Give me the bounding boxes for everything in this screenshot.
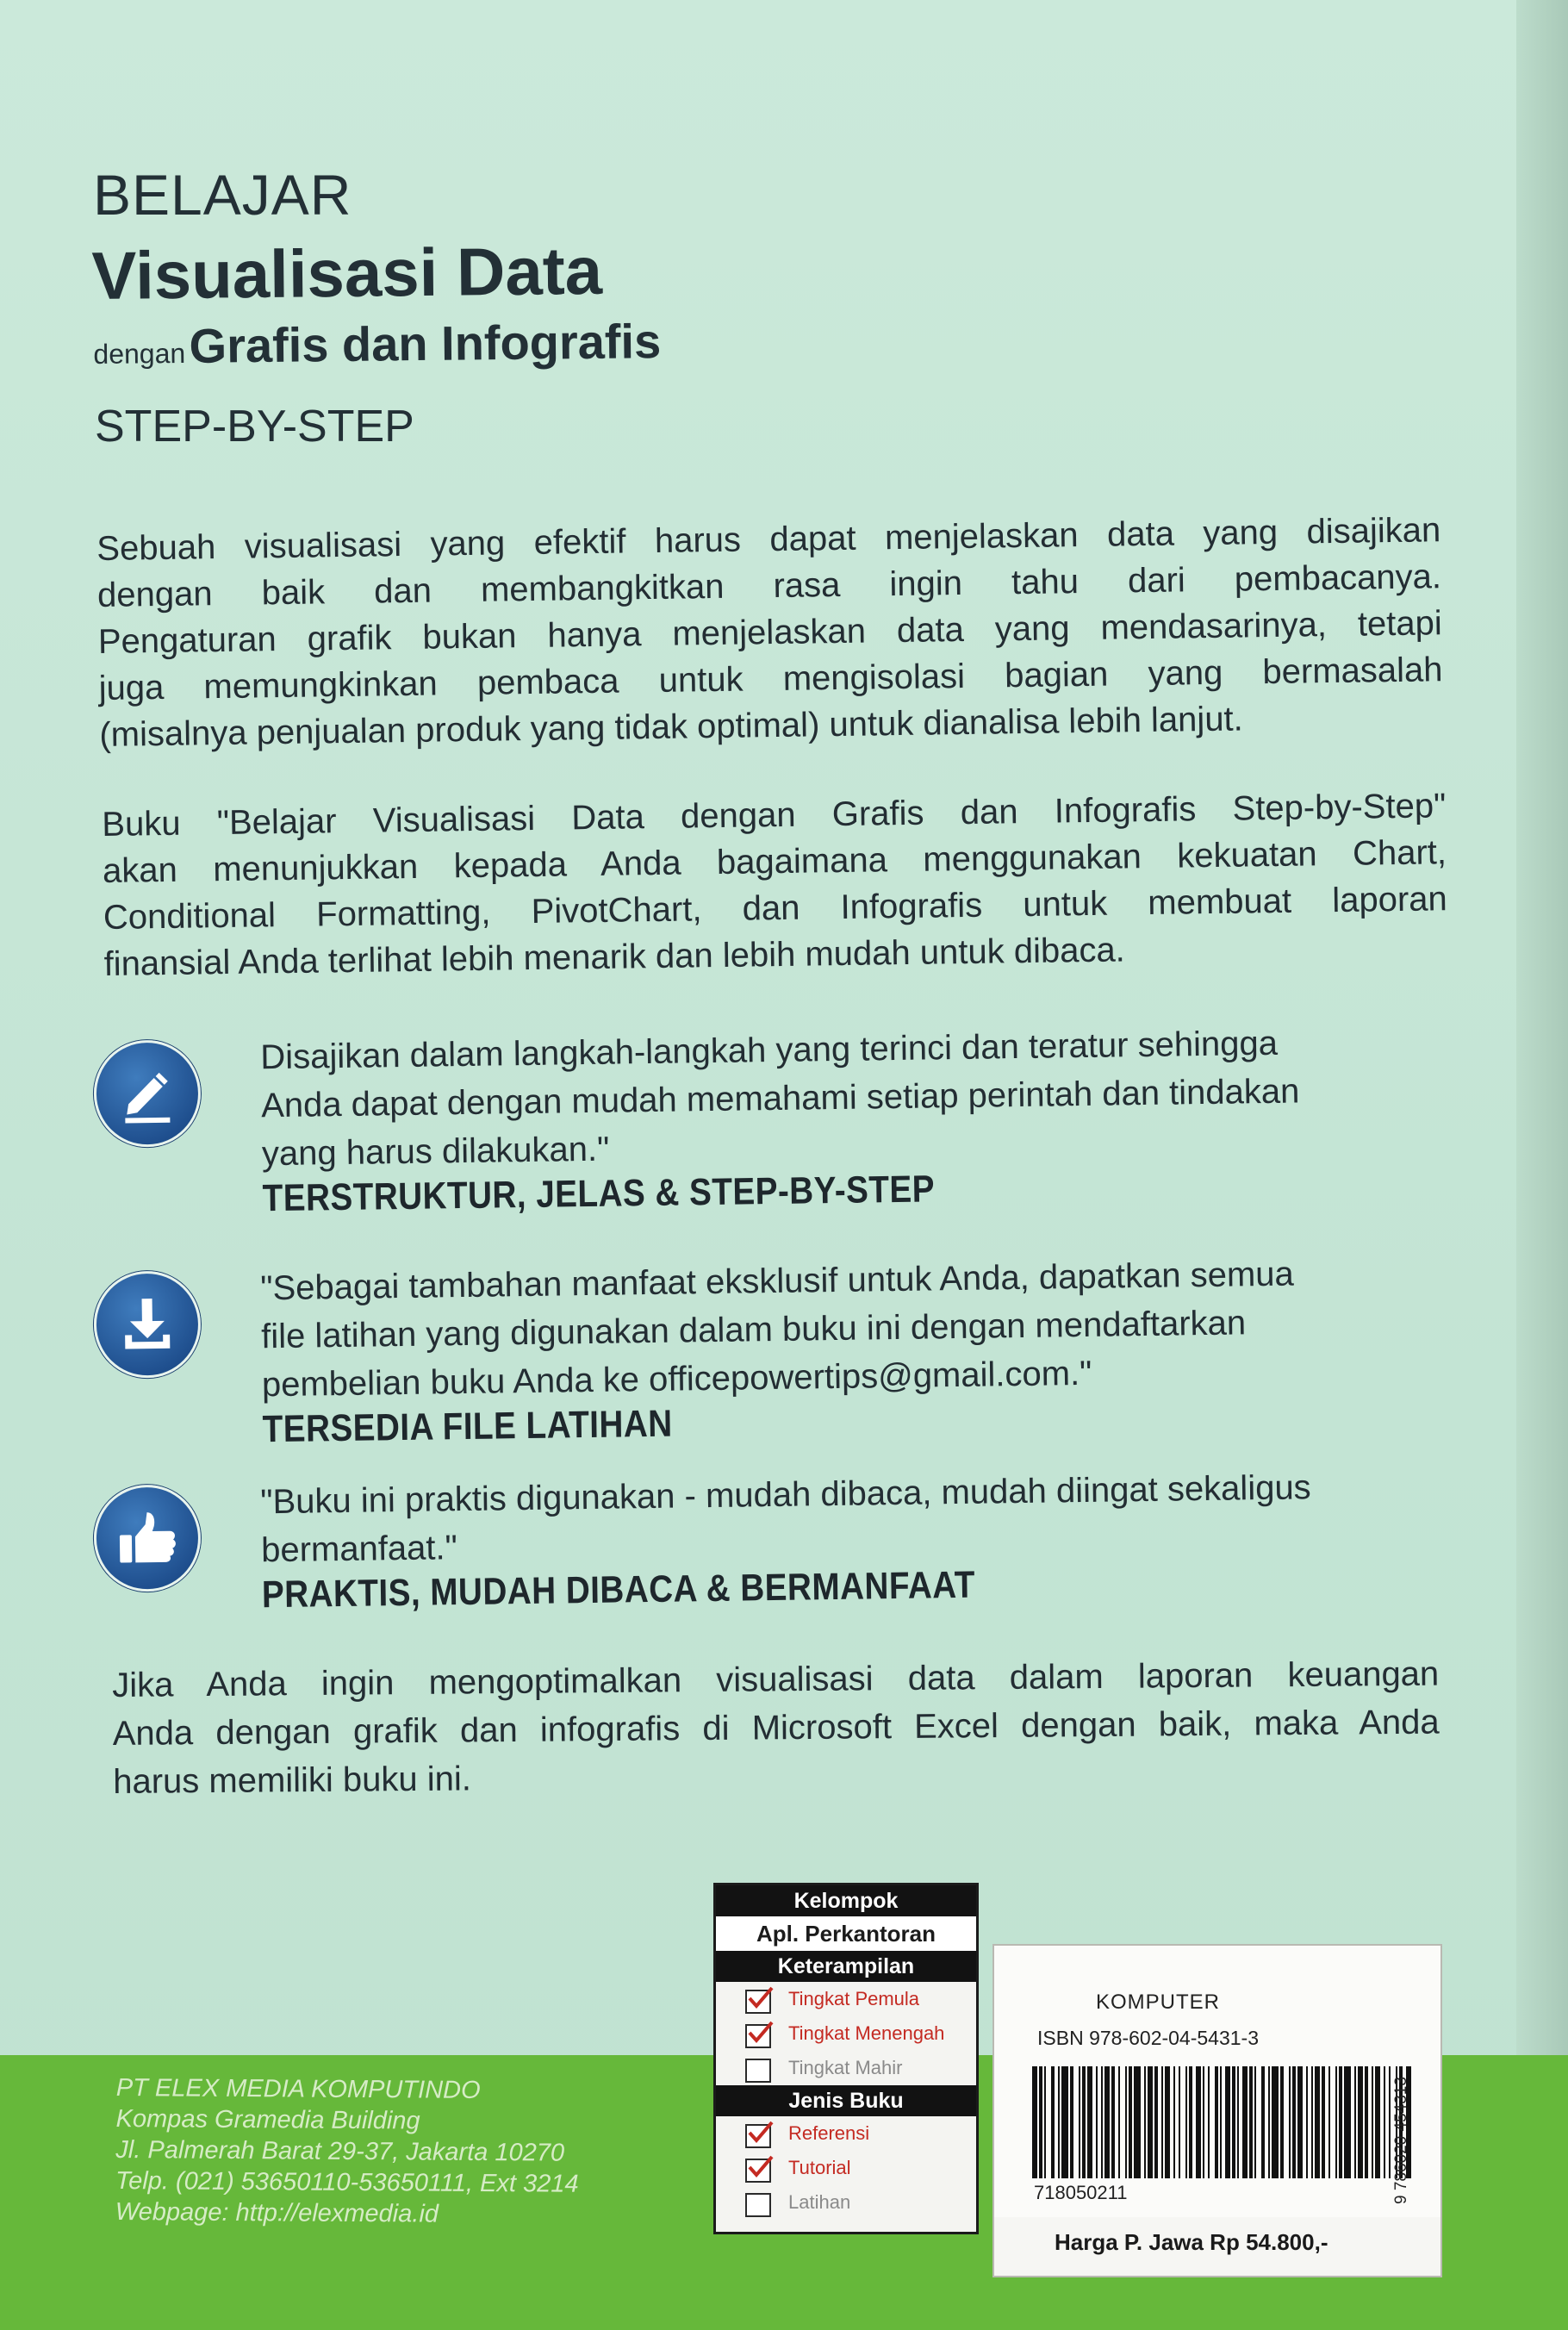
price-strip (992, 2217, 1442, 2277)
intro-line: dengan baik dan membangkitkan rasa ingin tahu dari pembacanya. (96, 558, 1442, 614)
checked-checkbox-icon (745, 2024, 771, 2048)
publisher-web: Webpage: http://elexmedia.id (115, 2197, 439, 2228)
keterampilan-header: Keterampilan (716, 1951, 976, 1982)
checked-checkbox-icon (745, 2124, 771, 2148)
checked-checkbox-icon (745, 1990, 771, 2014)
jenis-buku-header: Jenis Buku (716, 2085, 976, 2116)
kelompok-header: Kelompok (716, 1885, 976, 1916)
title-subtitle (93, 313, 662, 375)
title-main: Visualisasi Data (91, 232, 603, 314)
intro-paragraph (96, 507, 1444, 758)
option-label: Referensi (788, 2122, 870, 2144)
feature-line: file latihan yang digunakan dalam buku ini dengan mendaftarkan (260, 1304, 1247, 1356)
option-label: Tingkat Mahir (788, 2057, 903, 2078)
empty-checkbox-icon (745, 2059, 771, 2083)
closing-line: harus memiliki buku ini. (113, 1760, 472, 1801)
feature-line: "Buku ini praktis digunakan - mudah dibaca, mudah diingat sekaligus (260, 1468, 1311, 1522)
feature-line: bermanfaat." (260, 1529, 458, 1570)
barcode-side-number: 9 786020 454313 (1392, 2077, 1410, 2204)
book-line: akan menunjukkan kepada Anda bagaimana menggunakan kekuatan Chart, (102, 833, 1447, 890)
intro-line: juga memungkinkan pembaca untuk mengisolasi bagian yang bermasalah (98, 651, 1443, 707)
barcode-graphic (1032, 2066, 1411, 2178)
option-label: Tingkat Pemula (788, 1988, 920, 2009)
kelompok-value: Apl. Perkantoran (716, 1916, 976, 1951)
intro-line: (misalnya penjualan produk yang tidak optimal) untuk dianalisa lebih lanjut. (99, 700, 1244, 754)
closing-paragraph (112, 1650, 1440, 1806)
feature-line: Disajikan dalam langkah-langkah yang terinci dan teratur sehingga (260, 1024, 1279, 1077)
option-tutorial (716, 2151, 976, 2185)
title-dengan: dengan (93, 337, 186, 370)
book-paragraph (102, 782, 1448, 987)
feature-line: "Sebagai tambahan manfaat eksklusif untuk Anda, dapatkan semua (260, 1255, 1294, 1308)
book-spine-edge (1516, 0, 1568, 2330)
feature-heading: TERSTRUKTUR, JELAS & STEP-BY-STEP (262, 1168, 936, 1220)
isbn-number: ISBN 978-602-04-5431-3 (1037, 2027, 1259, 2049)
book-line: Buku "Belajar Visualisasi Data dengan Grafis dan Infografis Step-by-Step" (102, 787, 1447, 844)
feature-line: yang harus dilakukan." (261, 1130, 610, 1174)
price-label: Harga P. Jawa Rp 54.800,- (1055, 2229, 1328, 2255)
title-grafis: Grafis dan Infografis (189, 314, 662, 373)
publisher-building: Kompas Gramedia Building (115, 2104, 420, 2135)
feature-line: Anda dapat dengan mudah memahami setiap perintah dan tindakan (260, 1072, 1300, 1125)
barcode-number: 718050211 (1034, 2182, 1128, 2203)
empty-checkbox-icon (745, 2193, 771, 2217)
feature-text (260, 1248, 1452, 1454)
checked-checkbox-icon (745, 2159, 771, 2183)
feature-text (260, 1017, 1452, 1223)
feature-text (260, 1461, 1451, 1619)
classification-box (713, 1883, 979, 2234)
title-step-by-step: STEP-BY-STEP (95, 402, 414, 452)
intro-line: Sebuah visualisasi yang efektif harus dapat menjelaskan data yang disajikan (96, 511, 1441, 568)
feature-heading: PRAKTIS, MUDAH DIBACA & BERMANFAAT (261, 1563, 976, 1617)
option-label: Tingkat Menengah (788, 2022, 945, 2044)
option-label: Tutorial (788, 2157, 851, 2178)
title-belajar: BELAJAR (93, 163, 352, 227)
intro-line: Pengaturan grafik bukan hanya menjelaskan data yang mendasarinya, tetapi (97, 604, 1443, 661)
option-tingkat-menengah (716, 2016, 976, 2051)
book-line: Conditional Formatting, PivotChart, dan Infografis untuk membuat laporan (103, 880, 1448, 937)
category-label: KOMPUTER (1096, 1990, 1221, 2014)
publisher-phone: Telp. (021) 53650110-53650111, Ext 3214 (115, 2166, 579, 2198)
option-tingkat-mahir (716, 2051, 976, 2085)
publisher-name: PT ELEX MEDIA KOMPUTINDO (115, 2074, 481, 2104)
feature-heading: TERSEDIA FILE LATIHAN (262, 1402, 673, 1451)
option-tingkat-pemula (716, 1982, 976, 2016)
closing-line: Anda dengan grafik dan infografis di Microsoft Excel dengan baik, maka Anda (112, 1703, 1440, 1753)
option-label: Latihan (788, 2191, 851, 2213)
book-line: finansial Anda terlihat lebih menarik dan lebih mudah untuk dibaca. (103, 931, 1126, 983)
option-latihan (716, 2185, 976, 2220)
closing-line: Jika Anda ingin mengoptimalkan visualisasi data dalam laporan keuangan (112, 1654, 1440, 1704)
publisher-address: Jl. Palmerah Barat 29-37, Jakarta 10270 (115, 2135, 565, 2167)
isbn-card (992, 1944, 1442, 2247)
option-referensi (716, 2116, 976, 2151)
publisher-info (115, 2072, 580, 2231)
feature-line: pembelian buku Anda ke officepowertips@gmail.com." (261, 1354, 1092, 1405)
